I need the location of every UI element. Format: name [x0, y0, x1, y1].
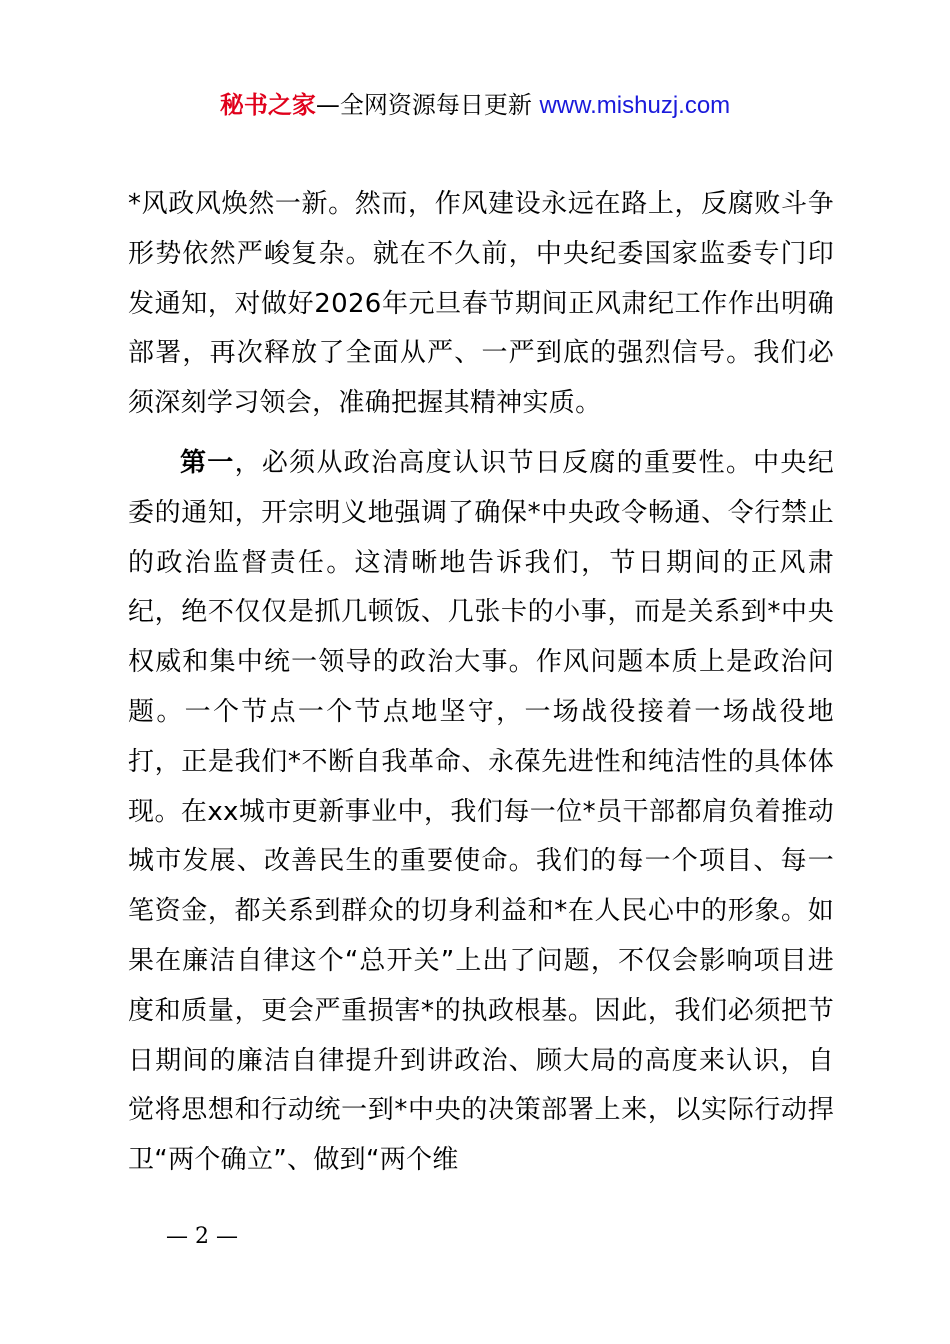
paragraph-2-lead: 第一 — [180, 447, 235, 478]
document-body — [128, 180, 834, 1186]
paragraph-1: *风政风焕然一新。然而，作风建设永远在路上，反腐败斗争形势依然严峻复杂。就在不久前，中央纪委国家监委专门印发通知，对做好2026年元旦春节期间正风肃纪工作作出明确部署，再次释放了全面从严、一严到底的强烈信号。我们必须深刻学习领会，准确把握其精神实质。 — [128, 189, 834, 419]
page-number: — 2 — — [166, 1224, 238, 1249]
brand-name: 秘书之家 — [219, 91, 316, 119]
paragraph-2-text: ，必须从政治高度认识节日反腐的重要性。中央纪委的通知，开宗明义地强调了确保*中央政令畅通、令行禁止的政治监督责任。这清晰地告诉我们，节日期间的正风肃纪，绝不仅仅是抓几顿饭、几张卡的小事，而是关系到*中央权威和集中统一领导的政治大事。作风问题本质上是政治问题。一个节点一个节点地坚守，一场战役接着一场战役地打，正是我们*不断自我革命、永葆先进性和纯洁性的具体体现。在xx城市更新事业中，我们每一位*员干部都肩负着推动城市发展、改善民生的重要使命。我们的每一个项目、每一笔资金，都关系到群众的切身利益和*在人民心中的形象。如果在廉洁自律这个“总开关”上出了问题，不仅会影响项目进度和质量，更会严重损害*的执政根基。因此，我们必须把节日期间的廉洁自律提升到讲政治、顾大局的高度来认识，自觉将思想和行动统一到*中央的决策部署上来，以实际行动捍卫“两个确立”、做到“两个维 — [128, 447, 834, 1176]
site-url-link[interactable]: www.mishuzj.com — [539, 92, 731, 119]
site-header — [0, 88, 950, 123]
paragraph-2 — [128, 439, 834, 1186]
header-tagline: —全网资源每日更新 — [315, 91, 532, 119]
